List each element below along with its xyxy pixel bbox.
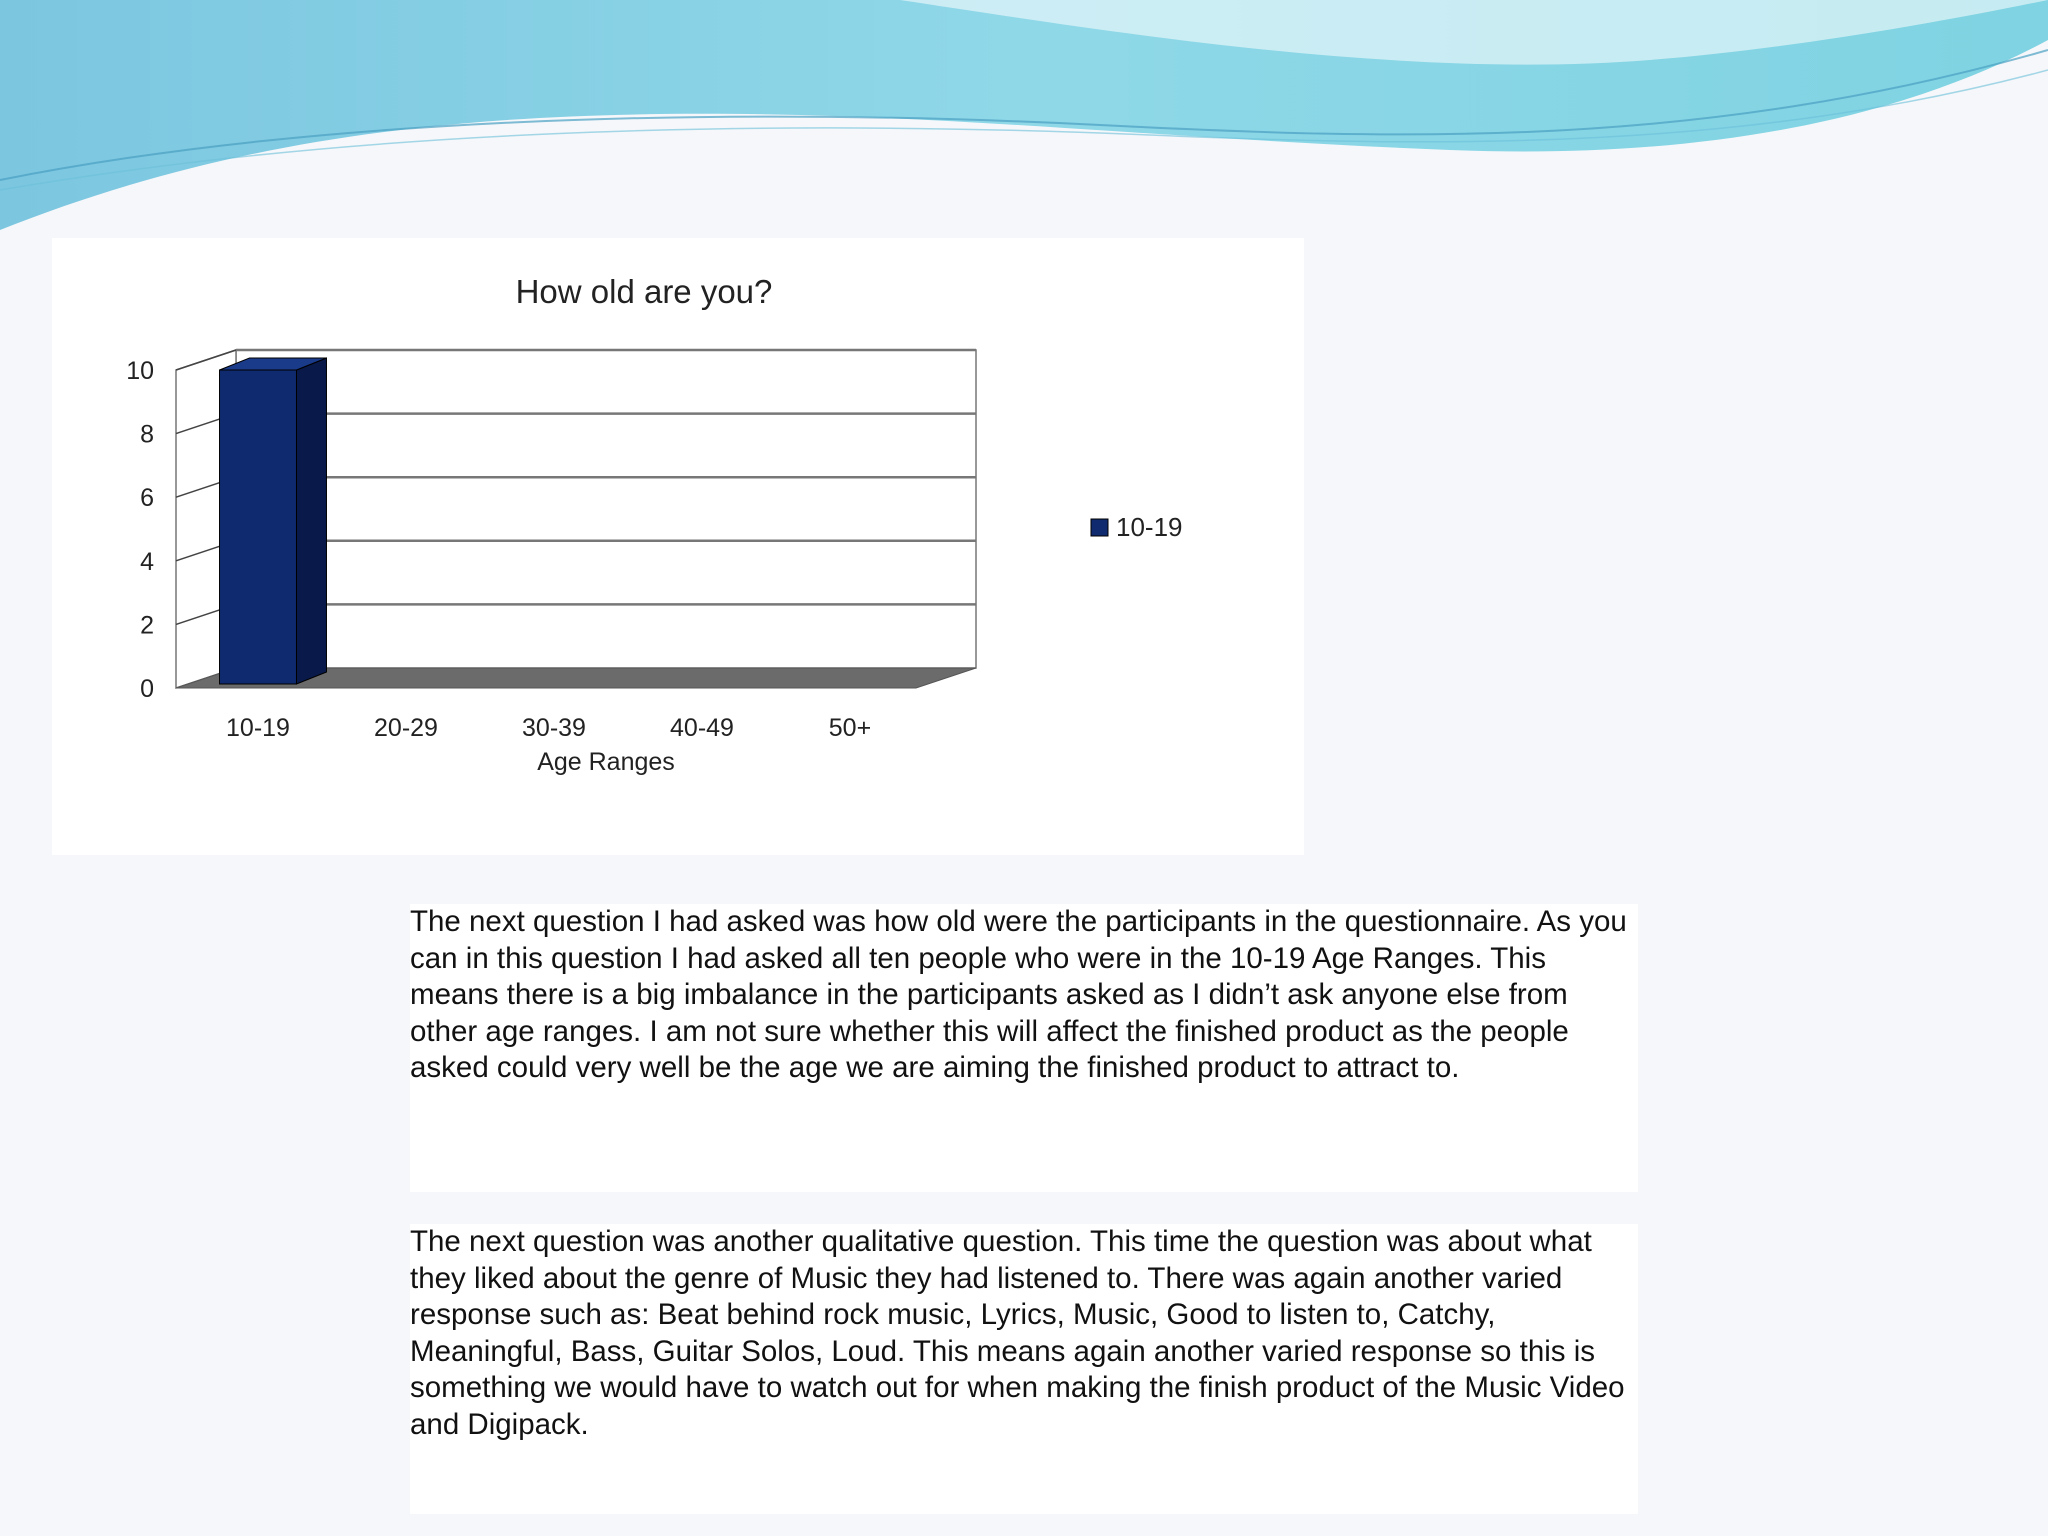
legend-label: 10-19 (1116, 512, 1183, 542)
bar-side (296, 358, 326, 684)
x-tick-label: 20-29 (374, 714, 438, 742)
y-tick-label: 4 (140, 547, 154, 576)
x-tick-label: 40-49 (670, 714, 734, 742)
paragraph-genre-question: The next question was another qualitative question. This time the question was about what they liked about the genre of Music they had listened to. There was again another varied response such as: Beat behind rock music, Lyrics, Music, Good to listen to, Catchy, Meaningful, Bass, Guitar Solos, Loud. This means again another varied response so this is something we would have to watch out for when making the finish product of the Music Video and Digipack. (410, 1224, 1638, 1514)
y-tick-label: 0 (140, 675, 154, 703)
y-tick-label: 2 (140, 611, 154, 640)
plot-back-wall (236, 350, 976, 668)
age-bar-chart (52, 238, 1304, 855)
y-tick-label: 6 (140, 484, 154, 513)
paragraph-age-question: The next question I had asked was how old were the participants in the questionnaire. As you can in this question I had asked all ten people who were in the 10-19 Age Ranges. This means there is a big imbalance in the participants asked as I didn’t ask anyone else from other age ranges. I am not sure whether this will affect the finished product as the people asked could very well be the age we are aiming the finished product to attract to. (410, 904, 1638, 1192)
x-tick-label: 50+ (828, 714, 872, 742)
chart-title: How old are you? (515, 273, 773, 310)
chart-legend (1091, 512, 1183, 542)
y-tick-label: 8 (140, 420, 154, 449)
x-tick-label: 10-19 (226, 714, 290, 742)
x-axis-label: Age Ranges (537, 748, 675, 776)
bar (220, 370, 297, 684)
x-tick-label: 30-39 (522, 714, 586, 742)
y-tick-label: 10 (126, 357, 154, 385)
chart-panel (52, 238, 1304, 855)
legend-swatch (1091, 519, 1108, 536)
header-wave-decoration (0, 0, 2048, 240)
